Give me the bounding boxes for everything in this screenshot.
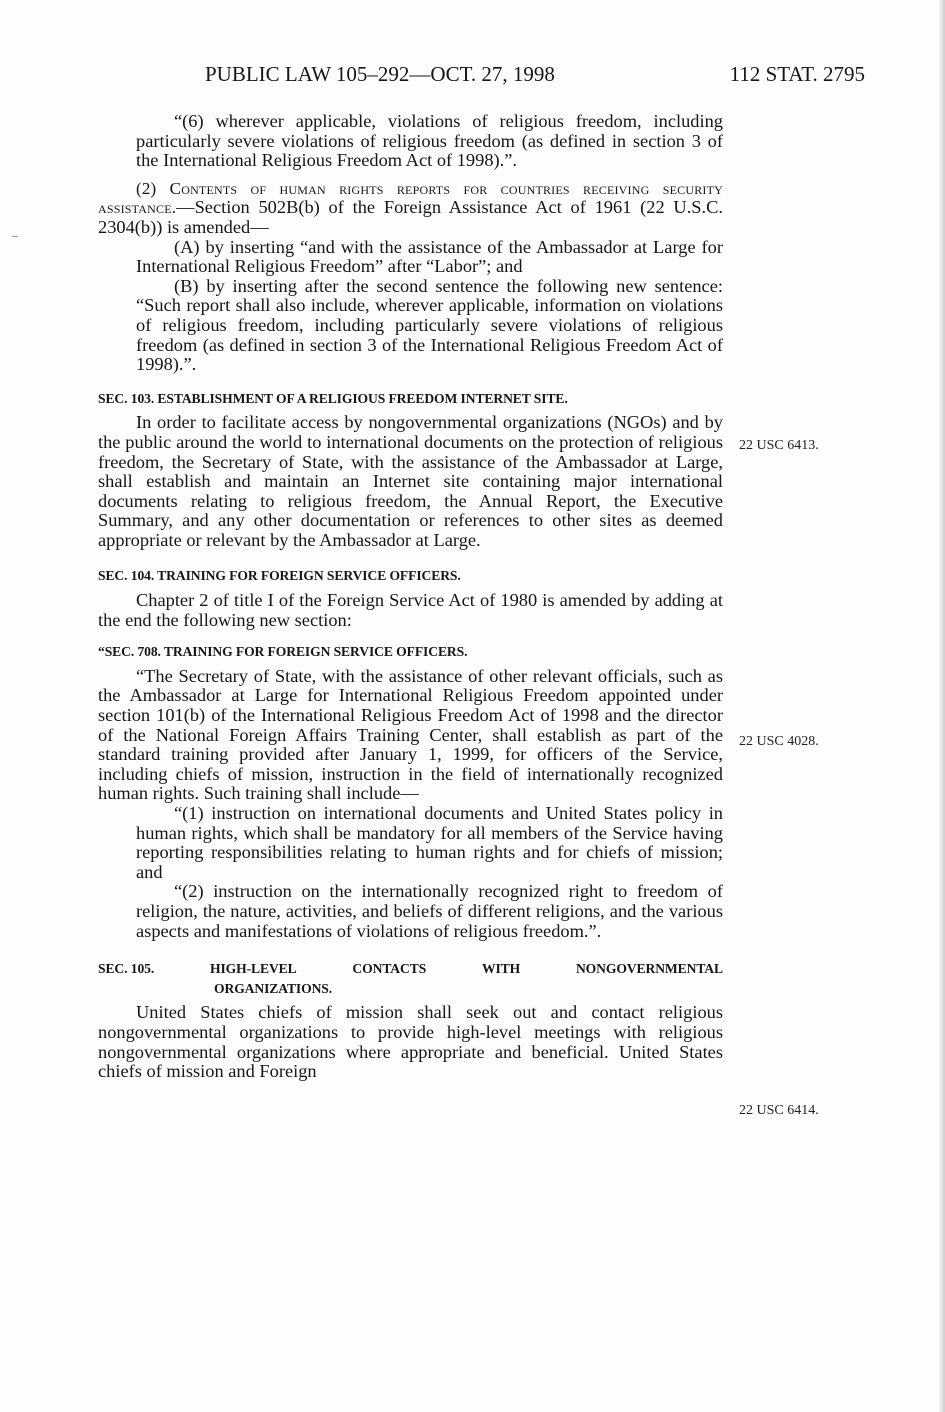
header-stat-page: 112 STAT. 2795 [729, 62, 865, 86]
paragraph-2-text: —Section 502B(b) of the Foreign Assistance Act of 1961 (22 U.S.C. 2304(b)) is amended— [98, 197, 723, 237]
section-104-text: Chapter 2 of title I of the Foreign Service Act of 1980 is amended by adding at the end the following new section: [98, 590, 723, 630]
paragraph-B: (B) by inserting after the second sentence the following new sentence: “Such report shall also include, wherever applicable, information on violations of religious freedom, including particularly severe violations of religious freedom (as defined in section 3 of the International Religious Freedom Act of 1998).”. [136, 275, 723, 375]
paragraph-2-heading: (2) Contents of human rights reports for countries receiving security assistance. [98, 178, 723, 218]
margin-note-708: 22 USC 4028. [739, 734, 819, 749]
section-105-word-3: WITH [481, 961, 521, 977]
paragraph-A: (A) by inserting “and with the assistance of the Ambassador at Large for International Religious Freedom” after “Labor”; and [136, 236, 723, 277]
section-104-heading: SEC. 104. TRAINING FOR FOREIGN SERVICE OFFICERS. [98, 568, 461, 584]
section-105-word-1: HIGH-LEVEL [209, 961, 297, 977]
section-708-text: “The Secretary of State, with the assistance of other relevant officials, such as the Ambassador at Large for International Religious Freedom appointed under section 101(b) of the International Religious Freedom Act of 1998 and the director of the National Foreign Affairs Training Center, shall establish as part of the standard training provided after January 1, 1999, for officers of the Service, including chiefs of mission, instruction in the field of internationally recognized human rights. Such training shall include— [98, 665, 723, 804]
section-708-item-1: “(1) instruction on international documents and United States policy in human rights, which shall be mandatory for all members of the Service having reporting responsibilities relating to human rights and for chiefs of mission; and [136, 803, 723, 882]
section-105-heading [98, 959, 723, 998]
section-708-heading: “SEC. 708. TRAINING FOR FOREIGN SERVICE OFFICERS. [98, 644, 468, 660]
section-708-item-2: “(2) instruction on the internationally recognized right to freedom of religion, the nature, activities, and beliefs of different religions, and the various aspects and manifestations of violations of religious freedom.”. [136, 881, 723, 941]
section-105-number: SEC. 105. [98, 961, 155, 977]
section-105-heading-line-1 [98, 959, 723, 979]
paragraph-6: “(6) wherever applicable, violations of religious freedom, including particularly severe violations of religious freedom (as defined in section 3 of the International Religious Freedom Act of 1998).”. [136, 111, 723, 171]
paragraph-2 [98, 179, 723, 238]
margin-note-105: 22 USC 6414. [739, 1103, 819, 1118]
section-103-text: In order to facilitate access by nongovernmental organizations (NGOs) and by the public around the world to international documents on the protection of religious freedom, the Secretary of State, with the assistance of the Ambassador at Large, shall establish and maintain an Internet site containing major international documents relating to religious freedom, the Annual Report, the Executive Summary, and any other documentation or references to other sites as deemed appropriate or relevant by the Ambassador at Large. [98, 412, 723, 550]
section-105-text: United States chiefs of mission shall seek out and contact religious nongovernmental organizations to provide high-level meetings with religious nongovernmental organizations where appropriate and beneficial. United States chiefs of mission and Foreign [98, 1002, 723, 1082]
page-edge-shadow [939, 0, 945, 1412]
section-105-word-4: NONGOVERNMENTAL [575, 961, 723, 977]
margin-tick [12, 236, 18, 237]
header-title: PUBLIC LAW 105–292—OCT. 27, 1998 [205, 62, 555, 86]
section-103-heading: SEC. 103. ESTABLISHMENT OF A RELIGIOUS FREEDOM INTERNET SITE. [98, 390, 568, 406]
section-105-word-5: ORGANIZATIONS. [214, 980, 333, 996]
section-105-word-2: CONTACTS [352, 961, 427, 977]
body-text [98, 112, 723, 1082]
margin-note-103: 22 USC 6413. [739, 438, 819, 453]
